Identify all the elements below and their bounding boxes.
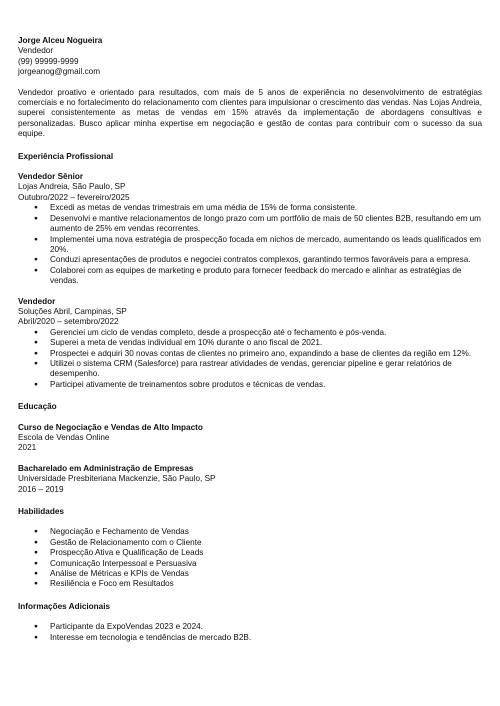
education-heading: Educação [18, 402, 57, 412]
experience-heading: Experiência Profissional [18, 151, 114, 161]
header [18, 36, 482, 78]
list-item: ● Participante da ExpoVendas 2023 e 2024. [18, 622, 482, 632]
list-item: ● Gestão de Relacionamento com o Cliente [18, 538, 482, 548]
candidate-email: jorgeanog@gmail.com [18, 67, 101, 77]
list-item: ● Desenvolvi e mantive relacionamentos de longo prazo com um portfólio de mais de 50 clientes B2B, resultando em um aumento de 25% em vendas recorrentes. [18, 214, 482, 235]
job-title: Vendedor [18, 296, 56, 306]
job-period: Abril/2020 – setembro/2022 [18, 317, 119, 327]
list-item: ● Participei ativamente de treinamentos sobre produtos e técnicas de vendas. [18, 380, 482, 390]
skills-heading: Habilidades [18, 507, 64, 517]
candidate-name: Jorge Alceu Nogueira [18, 36, 103, 45]
list-item: ● Prospectei e adquiri 30 novas contas de clientes no primeiro ano, expandindo a base de clientes da região em 12%. [18, 349, 482, 359]
list-item: ● Colaborei com as equipes de marketing e produto para fornecer feedback do mercado e alinhar as estratégias de vendas. [18, 266, 482, 287]
additional-heading: Informações Adicionais [18, 601, 111, 611]
job-title: Vendedor Sênior [18, 172, 84, 182]
job-bullets [18, 328, 482, 390]
list-item: ● Utilizei o sistema CRM (Salesforce) para rastrear atividades de vendas, gerenciar pipeline e gerar relatórios de desempenho. [18, 359, 482, 380]
education-period: 2016 – 2019 [18, 484, 64, 494]
list-item: ● Prospecção Ativa e Qualificação de Leads [18, 548, 482, 558]
skills-list [18, 527, 482, 589]
candidate-title: Vendedor [18, 46, 54, 56]
job-entry [18, 172, 482, 286]
list-item: ● Superei a meta de vendas individual em 10% durante o ano fiscal de 2021. [18, 338, 482, 348]
list-item: ● Conduzi apresentações de produtos e negociei contratos complexos, garantindo termos favoráveis para a empresa. [18, 255, 482, 265]
resume-content [18, 36, 482, 643]
education-school: Universidade Presbiteriana Mackenzie, São Paulo, SP [18, 474, 216, 484]
candidate-phone: (99) 99999-9999 [18, 56, 79, 66]
job-company: Soluções Abril, Campinas, SP [18, 306, 127, 316]
additional-list [18, 622, 482, 643]
list-item: ● Comunicação Interpessoal e Persuasiva [18, 559, 482, 569]
job-company: Lojas Andreia, São Paulo, SP [18, 182, 126, 192]
list-item: ● Negociação e Fechamento de Vendas [18, 527, 482, 537]
job-entry [18, 297, 482, 391]
job-period: Outubro/2022 – fevereiro/2025 [18, 192, 130, 202]
education-school: Escola de Vendas Online [18, 433, 110, 442]
education-title: Curso de Negociação e Vendas de Alto Impacto [18, 422, 203, 432]
education-entry [18, 464, 482, 495]
list-item: ● Análise de Métricas e KPIs de Vendas [18, 569, 482, 579]
job-bullets [18, 203, 482, 286]
list-item: ● Excedi as metas de vendas trimestrais em uma média de 15% de forma consistente. [18, 203, 482, 213]
list-item: ● Interesse em tecnologia e tendências de mercado B2B. [18, 633, 482, 643]
list-item: ● Gerenciei um ciclo de vendas completo, desde a prospecção até o fechamento e pós-venda. [18, 328, 482, 338]
education-period: 2021 [18, 443, 37, 453]
list-item: ● Implementei uma nova estratégia de prospecção focada em nichos de mercado, aumentando os leads qualificados em 20%. [18, 235, 482, 256]
list-item: ● Resiliência e Foco em Resultados [18, 579, 482, 589]
education-entry [18, 423, 482, 454]
summary-paragraph: Vendedor proativo e orientado para resultados, com mais de 5 anos de experiência no desenvolvimento de estratégias comerciais e no fortalecimento do relacionamento com clientes para impulsionar o crescimento das vendas. Nas Lojas Andreia, superei consistentemente as metas de vendas em 15% através da implementação de abordagens consultivas e personalizadas. Busco aplicar minha expertise em negociação e gestão de contas para contribuir com o sucesso da sua equipe. [18, 87, 482, 139]
education-title: Bacharelado em Administração de Empresas [18, 463, 194, 473]
